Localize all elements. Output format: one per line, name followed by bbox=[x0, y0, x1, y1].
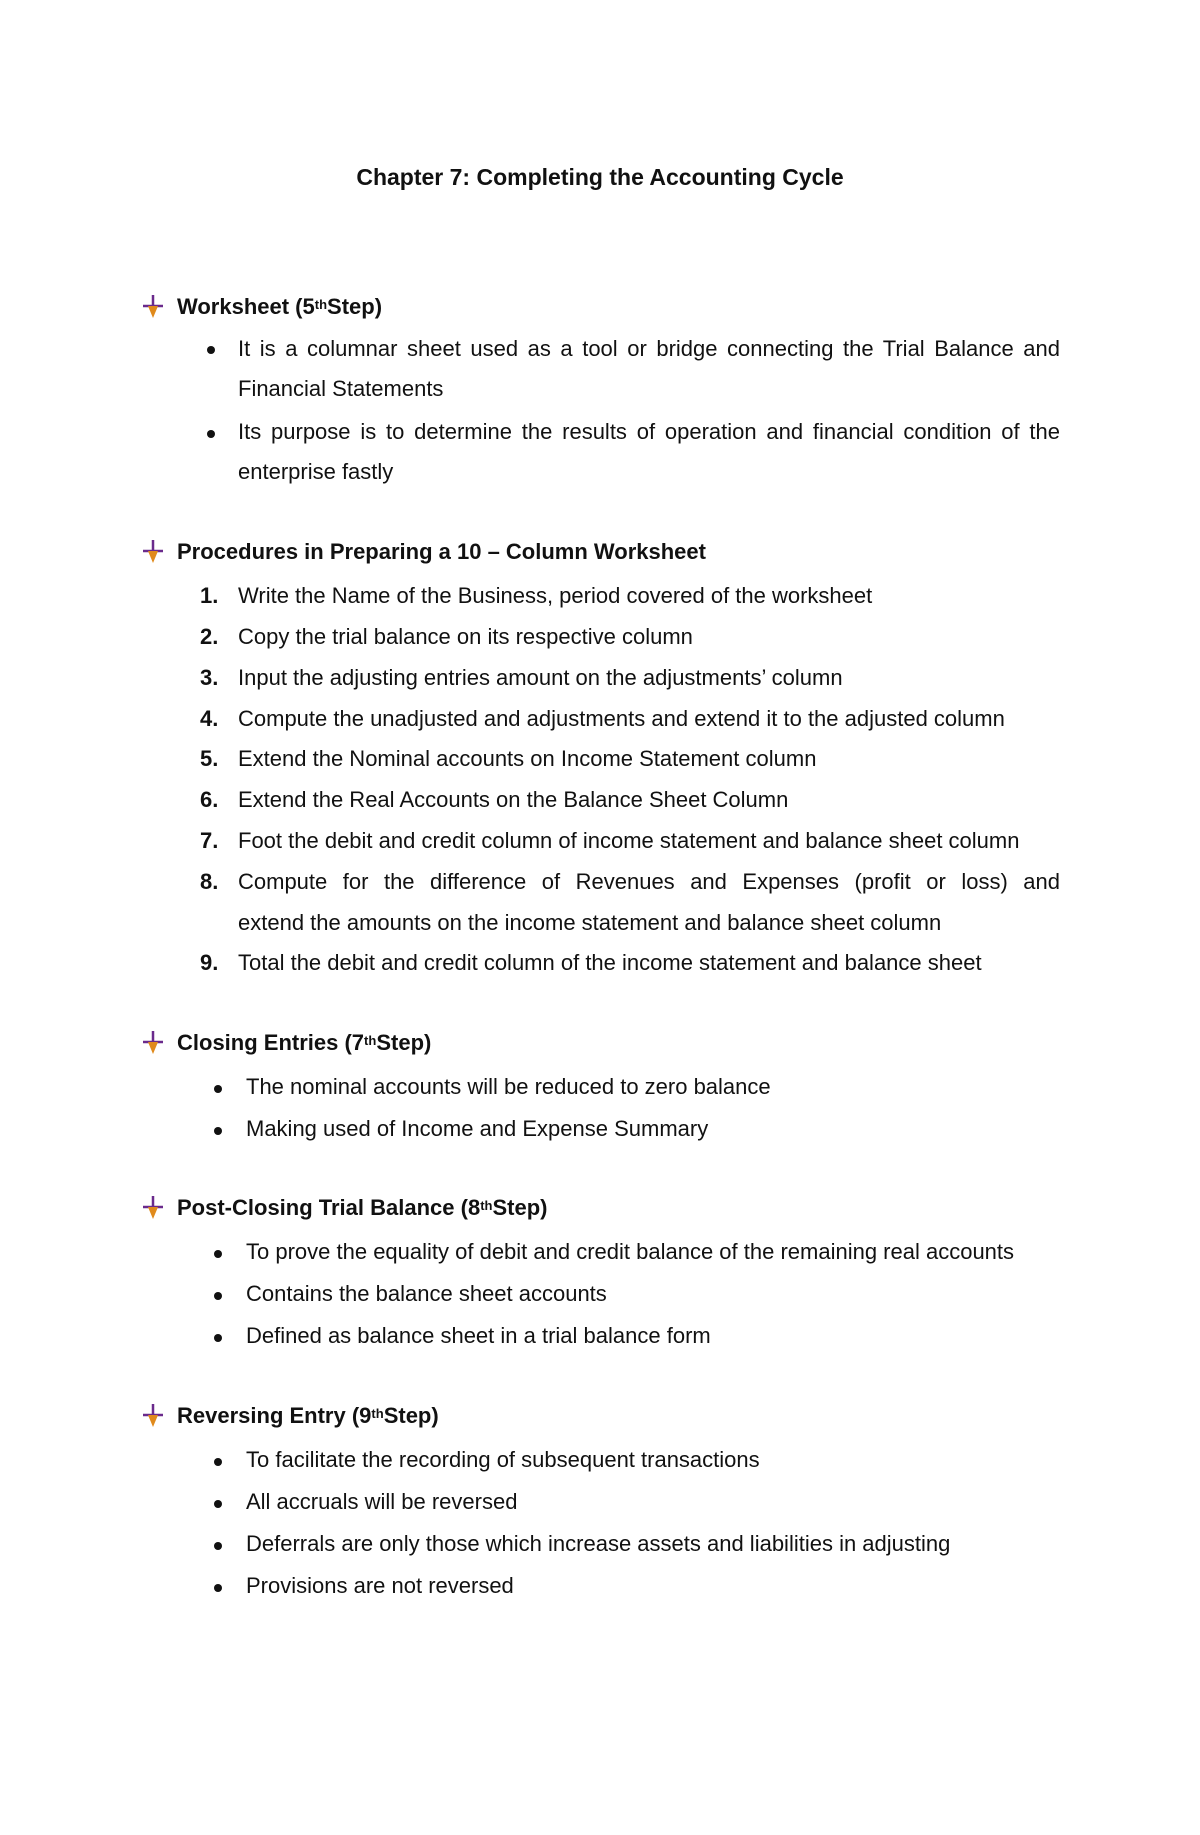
heading-text-end: Step) bbox=[376, 1030, 432, 1055]
step-number: 3. bbox=[200, 665, 219, 690]
section-heading-procedures bbox=[142, 539, 706, 565]
step-text: Extend the Nominal accounts on Income Statement column bbox=[238, 746, 817, 771]
step-number: 1. bbox=[200, 583, 219, 608]
heading-text: Procedures in Preparing a 10 – Column Worksheet bbox=[177, 539, 706, 564]
list-item: Contains the balance sheet accounts bbox=[246, 1281, 607, 1306]
step-number: 7. bbox=[200, 828, 219, 853]
section-heading-reversing-entry bbox=[142, 1403, 439, 1429]
list-item: Its purpose is to determine the results of operation and financial condition of the bbox=[238, 419, 1060, 444]
section-heading-worksheet bbox=[142, 294, 382, 320]
step-text: Input the adjusting entries amount on the adjustments’ column bbox=[238, 665, 843, 690]
bullet-dot bbox=[214, 1085, 222, 1093]
step-text: Copy the trial balance on its respective column bbox=[238, 624, 693, 649]
step-number: 2. bbox=[200, 624, 219, 649]
heading-text: Reversing Entry (9 bbox=[177, 1403, 372, 1428]
bullet-dot bbox=[214, 1250, 222, 1258]
list-item: To prove the equality of debit and credit balance of the remaining real accounts bbox=[246, 1239, 1015, 1264]
list-item: Provisions are not reversed bbox=[246, 1573, 514, 1598]
bullet-dot bbox=[207, 430, 215, 438]
step-text: Extend the Real Accounts on the Balance Sheet Column bbox=[238, 787, 789, 812]
arrow-bullet-icon bbox=[142, 294, 164, 320]
section-heading-closing-entries bbox=[142, 1030, 431, 1056]
page-title: Chapter 7: Completing the Accounting Cycle bbox=[356, 164, 844, 190]
bullet-dot bbox=[214, 1542, 222, 1550]
bullet-dot bbox=[214, 1500, 222, 1508]
arrow-bullet-icon bbox=[142, 1030, 164, 1056]
step-text: Compute for the difference of Revenues and Expenses (profit or loss) and bbox=[238, 869, 1060, 894]
heading-sup: th bbox=[480, 1197, 493, 1213]
step-text-continued: extend the amounts on the income statement and balance sheet column bbox=[238, 910, 942, 935]
heading-text: Closing Entries (7 bbox=[177, 1030, 365, 1055]
heading-text-end: Step) bbox=[327, 294, 383, 319]
heading-sup: th bbox=[364, 1032, 377, 1048]
heading-text: Worksheet (5 bbox=[177, 294, 315, 319]
bullet-dot bbox=[214, 1334, 222, 1342]
step-text: Total the debit and credit column of the income statement and balance sheet bbox=[238, 950, 982, 975]
heading-text: Post-Closing Trial Balance (8 bbox=[177, 1195, 481, 1220]
step-number: 5. bbox=[200, 746, 219, 771]
list-item: Deferrals are only those which increase assets and liabilities in adjusting bbox=[246, 1531, 951, 1556]
step-text: Compute the unadjusted and adjustments and extend it to the adjusted column bbox=[238, 706, 1005, 731]
bullet-dot bbox=[214, 1127, 222, 1135]
list-item-continued: Financial Statements bbox=[238, 376, 444, 401]
list-item: All accruals will be reversed bbox=[246, 1489, 518, 1514]
bullet-dot bbox=[214, 1458, 222, 1466]
list-item: The nominal accounts will be reduced to zero balance bbox=[246, 1074, 771, 1099]
heading-sup: th bbox=[314, 296, 328, 312]
bullet-dot bbox=[207, 346, 215, 354]
list-item: To facilitate the recording of subsequent transactions bbox=[246, 1447, 760, 1472]
list-item: It is a columnar sheet used as a tool or bridge connecting the Trial Balance and bbox=[238, 336, 1060, 361]
step-text: Write the Name of the Business, period covered of the worksheet bbox=[238, 583, 873, 608]
arrow-bullet-icon bbox=[142, 1195, 164, 1221]
heading-text-end: Step) bbox=[492, 1195, 548, 1220]
list-item-continued: enterprise fastly bbox=[238, 459, 394, 484]
section-heading-post-closing bbox=[142, 1195, 547, 1221]
heading-text-end: Step) bbox=[383, 1403, 439, 1428]
heading-sup: th bbox=[371, 1405, 384, 1421]
list-item: Defined as balance sheet in a trial balance form bbox=[246, 1323, 711, 1348]
arrow-bullet-icon bbox=[142, 539, 164, 565]
step-number: 9. bbox=[200, 950, 219, 975]
list-item: Making used of Income and Expense Summary bbox=[246, 1116, 709, 1141]
step-text: Foot the debit and credit column of income statement and balance sheet column bbox=[238, 828, 1020, 853]
arrow-bullet-icon bbox=[142, 1403, 164, 1429]
step-number: 8. bbox=[200, 869, 219, 894]
bullet-dot bbox=[214, 1584, 222, 1592]
step-number: 6. bbox=[200, 787, 219, 812]
step-number: 4. bbox=[200, 706, 219, 731]
bullet-dot bbox=[214, 1292, 222, 1300]
